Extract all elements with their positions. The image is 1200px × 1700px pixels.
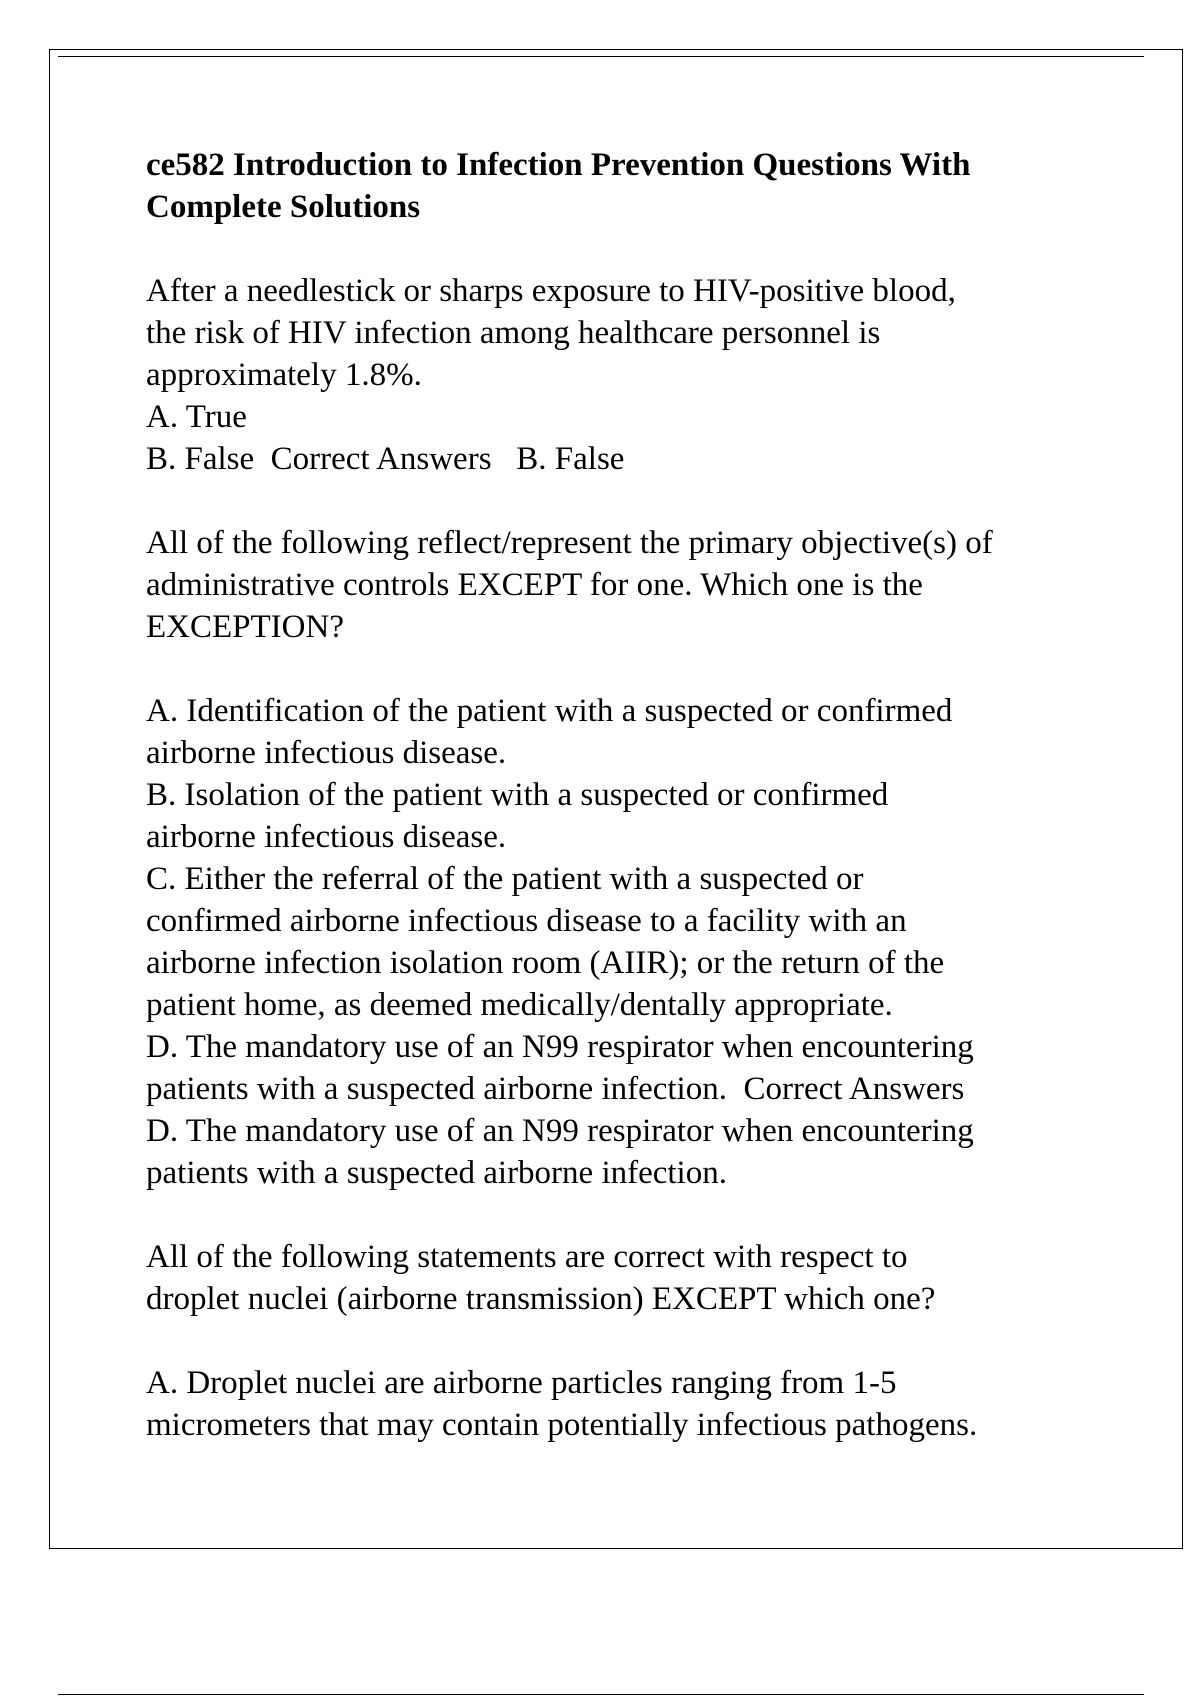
title-line: Complete Solutions [146,189,421,225]
option-line: B. Isolation of the patient with a suspected or confirmed [146,777,889,813]
option-line: airborne infectious disease. [146,735,507,771]
title-line: ce582 Introduction to Infection Prevention Questions With [146,147,971,183]
option-line: airborne infectious disease. [146,819,507,855]
header-rule [58,56,1144,57]
document-title [146,144,1146,228]
text-line: administrative controls EXCEPT for one. Which one is the [146,567,923,603]
text-line: All of the following reflect/represent the primary objective(s) of [146,525,993,561]
question-1 [146,270,1146,480]
text-line: droplet nuclei (airborne transmission) EXCEPT which one? [146,1281,936,1317]
question-2 [146,522,1146,648]
option-line: A. Droplet nuclei are airborne particles ranging from 1-5 [146,1365,897,1401]
text-line: After a needlestick or sharps exposure to HIV-positive blood, [146,273,956,309]
answer-line: D. The mandatory use of an N99 respirator when encountering [146,1113,974,1149]
option-line: A. Identification of the patient with a suspected or confirmed [146,693,953,729]
option-line: A. True [146,399,247,435]
question-3 [146,1236,1146,1320]
option-line: patient home, as deemed medically/dentally appropriate. [146,987,893,1023]
answer-line: patients with a suspected airborne infection. Correct Answers [146,1071,965,1107]
text-line: EXCEPTION? [146,609,344,645]
option-line: airborne infection isolation room (AIIR); or the return of the [146,945,945,981]
text-line: All of the following statements are correct with respect to [146,1239,908,1275]
answer-line: patients with a suspected airborne infection. [146,1155,727,1191]
question-3-options [146,1362,1146,1446]
option-line: confirmed airborne infectious disease to a facility with an [146,903,907,939]
document-body [146,144,1146,1488]
footer-rule [58,1694,1144,1695]
answer-line: B. False Correct Answers B. False [146,441,625,477]
option-line: D. The mandatory use of an N99 respirator when encountering [146,1029,974,1065]
text-line: approximately 1.8%. [146,357,422,393]
text-line: the risk of HIV infection among healthcare personnel is [146,315,881,351]
option-line: micrometers that may contain potentially infectious pathogens. [146,1407,978,1443]
option-line: C. Either the referral of the patient with a suspected or [146,861,864,897]
question-2-options [146,690,1146,1194]
